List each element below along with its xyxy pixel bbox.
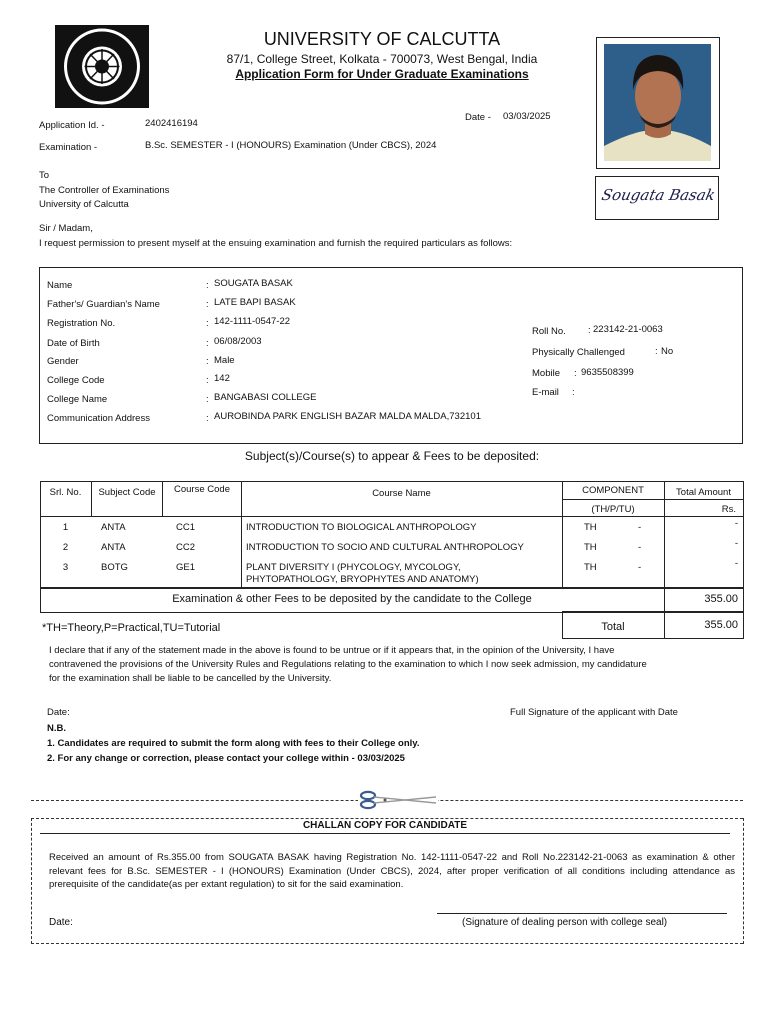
challan-border-bottom	[31, 943, 743, 944]
row-subject-code: BOTG	[101, 562, 128, 573]
detail-separator: :	[206, 413, 209, 424]
detail-separator: :	[206, 338, 209, 349]
challan-border-right	[743, 818, 744, 944]
challan-title-underline	[40, 833, 730, 834]
challan-signature-line	[437, 913, 727, 914]
university-name: UNIVERSITY OF CALCUTTA	[263, 29, 501, 49]
row-course-name: INTRODUCTION TO SOCIO AND CULTURAL ANTHROPOLOGY	[246, 542, 524, 553]
row-component-dash: -	[638, 562, 642, 573]
detail-label: Date of Birth	[47, 338, 100, 349]
subjects-heading: Subject(s)/Course(s) to appear & Fees to be deposited:	[244, 449, 540, 463]
total-value: 355.00	[704, 619, 738, 631]
detail-value: 223142-21-0063	[593, 324, 663, 335]
detail-label: E-mail	[532, 387, 559, 398]
note-1: 1. Candidates are required to submit the form along with fees to their College only.	[47, 738, 420, 749]
applicant-signature-image	[595, 176, 719, 220]
header-component-sub: (TH/P/TU)	[591, 504, 635, 515]
declaration-text: I declare that if any of the statement made in the above is found to be untrue or if it appears that, in the opinion of the University, I have contravened the provisions of the University Rules and Regulations relating to the examination to which I now seek admission, my candidature for the examination shall be liable to be cancelled by the University.	[49, 645, 647, 684]
row-srl: 2	[62, 542, 69, 553]
challan-signature-label: (Signature of dealing person with college seal)	[462, 917, 668, 928]
detail-value: No	[661, 346, 674, 357]
application-id-value: 2402416194	[145, 118, 198, 129]
row-course-name: PLANT DIVERSITY I (PHYCOLOGY, MYCOLOGY, PHYTOPATHOLOGY, BRYOPHYTES AND ANATOMY)	[246, 562, 479, 585]
examination-value: B.Sc. SEMESTER - I (HONOURS) Examination (Under CBCS), 2024	[145, 140, 437, 151]
detail-separator: :	[206, 299, 209, 310]
detail-separator: :	[206, 375, 209, 386]
header-component: COMPONENT	[582, 485, 644, 496]
table-divider	[91, 481, 92, 517]
detail-value: 06/08/2003	[214, 336, 262, 347]
total-label: Total	[601, 621, 625, 633]
declaration-date-label: Date:	[47, 707, 70, 718]
detail-label: College Name	[47, 394, 108, 405]
detail-label: Mobile	[532, 368, 560, 379]
fees-label: Examination & other Fees to be deposited by the candidate to the College	[172, 593, 532, 605]
table-divider	[40, 516, 743, 517]
row-component-dash: -	[638, 542, 642, 553]
header-srl: Srl. No.	[49, 487, 82, 498]
detail-separator: :	[206, 394, 209, 405]
challan-border-top	[31, 818, 743, 819]
detail-value: AUROBINDA PARK ENGLISH BAZAR MALDA MALDA,732101	[214, 411, 481, 422]
row-component: TH	[584, 542, 597, 553]
row-course-code: CC1	[176, 522, 196, 533]
detail-label: College Code	[47, 375, 105, 386]
detail-value: LATE BAPI BASAK	[214, 297, 296, 308]
detail-separator: :	[655, 346, 658, 357]
challan-title: CHALLAN COPY FOR CANDIDATE	[302, 820, 468, 831]
header-total-sub: Rs.	[721, 504, 736, 515]
detail-value: BANGABASI COLLEGE	[214, 392, 317, 403]
detail-value: 9635508399	[581, 367, 634, 378]
detail-label: Physically Challenged	[532, 347, 625, 358]
row-subject-code: ANTA	[101, 522, 126, 533]
header-date-label: Date -	[465, 112, 491, 123]
row-subject-code: ANTA	[101, 542, 126, 553]
letter-to: To	[39, 170, 50, 181]
legend-text: *TH=Theory,P=Practical,TU=Tutorial	[42, 622, 221, 634]
header-course-code: Course Code	[174, 484, 230, 495]
detail-label: Communication Address	[47, 413, 150, 424]
examination-label: Examination -	[39, 142, 98, 153]
row-srl: 3	[62, 562, 69, 573]
letter-salutation: Sir / Madam,	[39, 223, 93, 234]
detail-separator: :	[206, 356, 209, 367]
table-divider	[162, 481, 163, 517]
applicant-photo	[596, 37, 720, 169]
detail-value: 142-1111-0547-22	[214, 316, 291, 327]
row-component: TH	[584, 522, 597, 533]
detail-value: SOUGATA BASAK	[214, 278, 293, 289]
detail-label: Gender	[47, 356, 79, 367]
table-divider	[562, 499, 743, 500]
university-logo	[55, 25, 149, 108]
row-amount: -	[734, 538, 738, 549]
letter-addressee-2: University of Calcutta	[39, 199, 129, 210]
detail-value: Male	[214, 355, 235, 366]
challan-body: Received an amount of Rs.355.00 from SOUGATA BASAK having Registration No. 142-1111-0547-22 and Roll No.223142-21-0063 as examination & other relevant fees for B.Sc. SEMESTER - I (HONOURS) Examination (Under CBCS), 2024, after proper verification of all conditions including attendance as prerequisite of the candidate(as per extant regulation) to sit for the said examination.	[49, 852, 735, 890]
applicant-signature-label: Full Signature of the applicant with Date	[510, 707, 678, 718]
row-component: TH	[584, 562, 597, 573]
challan-date-label: Date:	[49, 917, 73, 928]
scissors-icon	[358, 790, 438, 810]
detail-label: Father's/ Guardian's Name	[47, 299, 160, 310]
header-course-name: Course Name	[372, 488, 431, 499]
row-course-code: CC2	[176, 542, 196, 553]
row-course-code: GE1	[176, 562, 196, 573]
detail-label: Roll No.	[532, 326, 566, 337]
letter-addressee-1: The Controller of Examinations	[39, 185, 170, 196]
fees-value: 355.00	[704, 593, 738, 605]
letter-request: I request permission to present myself at the ensuing examination and furnish the required particulars as follows:	[39, 238, 513, 249]
table-divider	[562, 481, 563, 587]
detail-separator: :	[206, 280, 209, 291]
detail-label: Registration No.	[47, 318, 116, 329]
row-component-dash: -	[638, 522, 642, 533]
row-srl: 1	[62, 522, 69, 533]
detail-separator: :	[572, 387, 575, 398]
detail-separator: :	[206, 318, 209, 329]
detail-separator: :	[574, 368, 577, 379]
header-subject-code: Subject Code	[98, 487, 156, 498]
row-amount: -	[734, 558, 738, 569]
note-2: 2. For any change or correction, please contact your college within - 03/03/2025	[47, 753, 405, 764]
row-amount: -	[734, 518, 738, 529]
challan-border-left	[31, 818, 32, 944]
university-address: 87/1, College Street, Kolkata - 700073, West Bengal, India	[226, 52, 538, 66]
row-course-name: INTRODUCTION TO BIOLOGICAL ANTHROPOLOGY	[246, 522, 477, 533]
detail-value: 142	[214, 373, 230, 384]
signature-text: Sougata Basak	[600, 186, 717, 204]
header-date-value: 03/03/2025	[503, 111, 551, 122]
detail-separator: :	[588, 325, 591, 336]
application-id-label: Application Id. -	[39, 120, 105, 131]
detail-label: Name	[47, 280, 73, 291]
nb-label: N.B.	[47, 723, 66, 734]
form-title: Application Form for Under Graduate Examinations	[235, 67, 529, 81]
header-total: Total Amount	[676, 487, 731, 498]
